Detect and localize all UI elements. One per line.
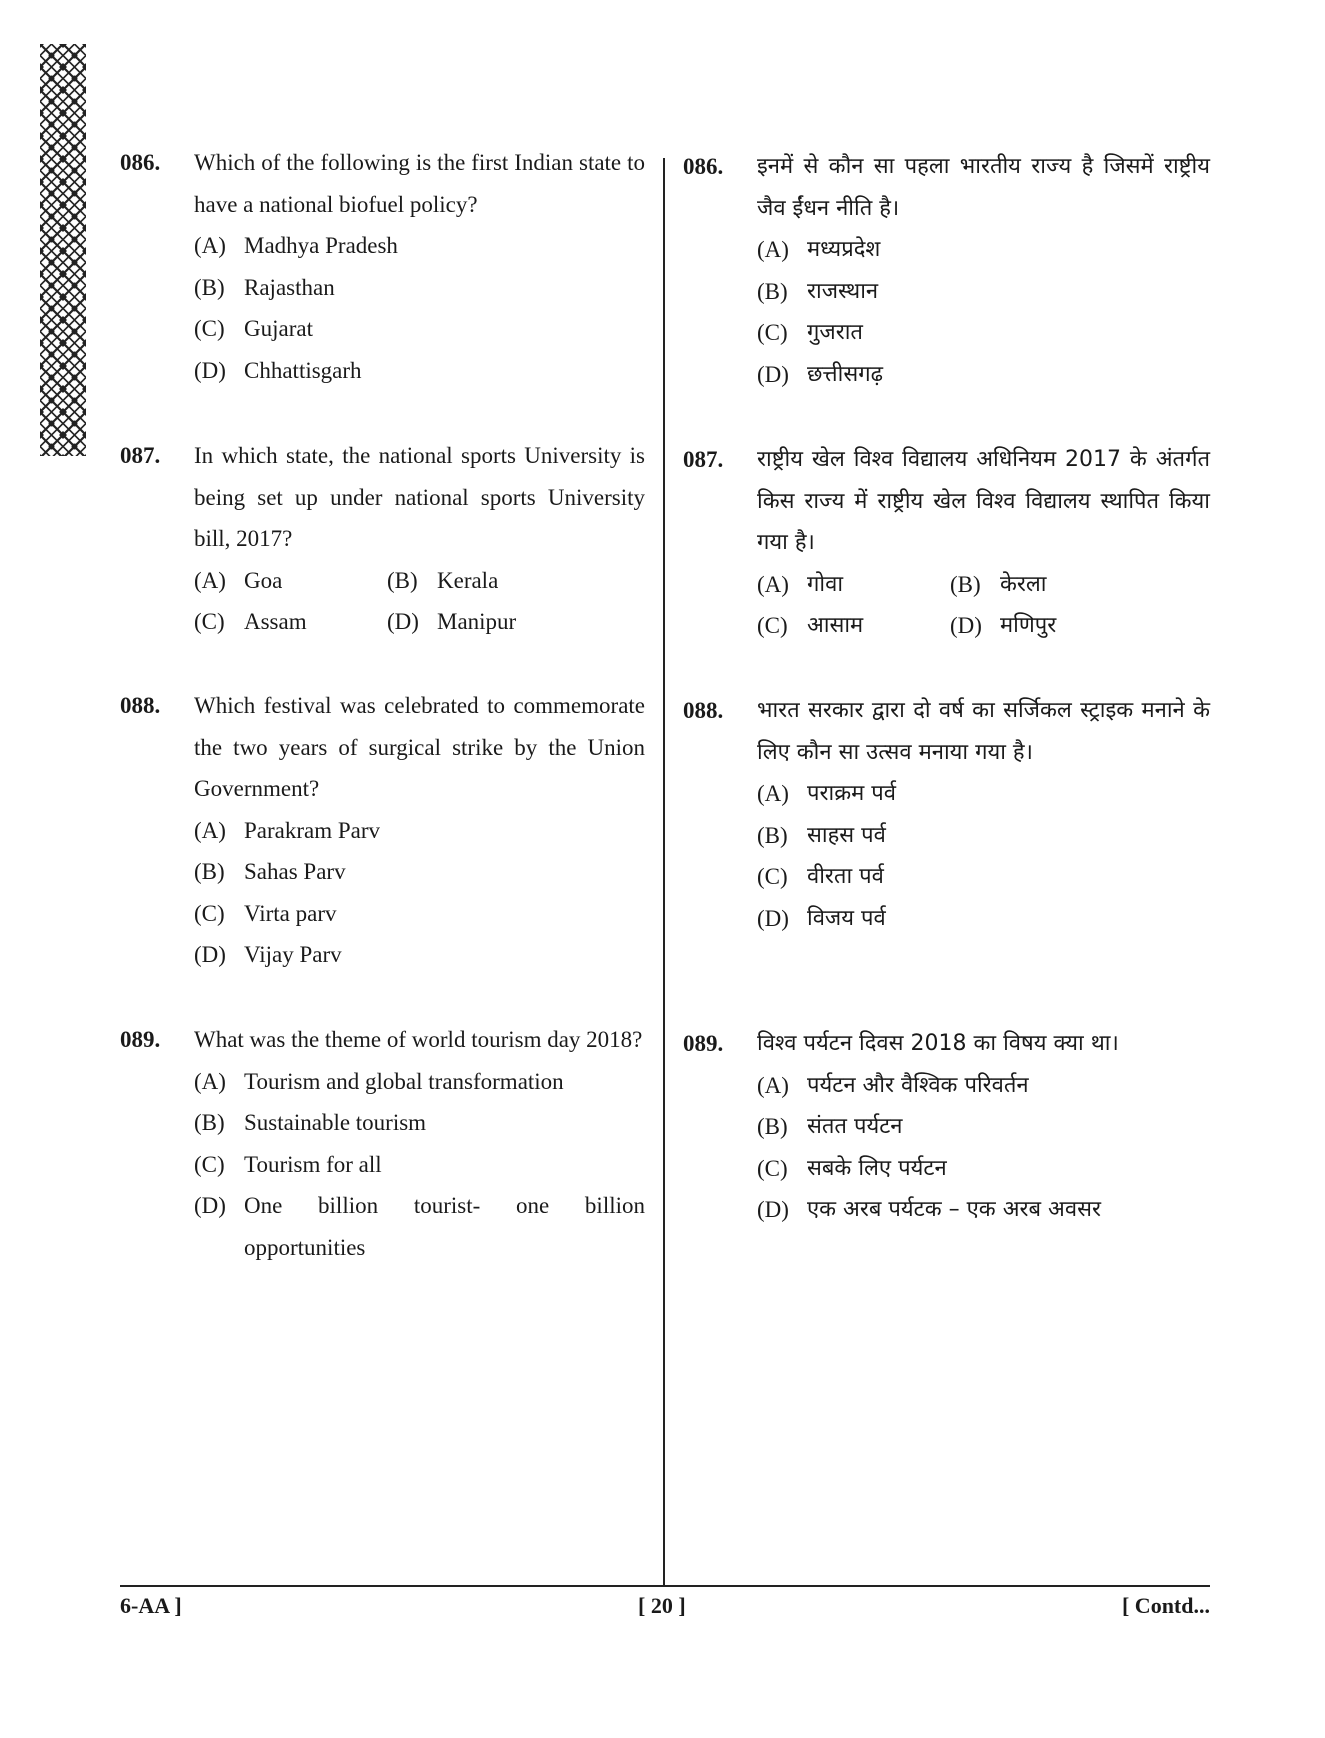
question-text: In which state, the national sports University is being set up under national sports University bill, 2017? [194,443,645,551]
option-text: Tourism for all [244,1151,382,1177]
option-label: (A) [194,1068,226,1094]
options-list [757,773,1210,939]
security-pattern-icon [40,44,86,456]
option-text: One billion tourist- one billion opportunities [244,1193,645,1260]
options-list [194,1061,645,1269]
option-text: Chhattisgarh [244,357,362,383]
option-b [757,271,1210,313]
options-grid [757,564,1210,647]
option-label: (D) [194,357,226,383]
option-d [757,1189,1210,1231]
option-text: Sahas Parv [244,859,346,884]
option-label: (B) [387,567,418,593]
column-divider [663,158,665,1586]
option-label: (C) [194,316,225,341]
option-label: (C) [757,320,788,345]
option-label: (B) [194,274,225,300]
option-label: (D) [194,1193,226,1218]
option-a [194,810,645,852]
option-c [194,893,645,935]
option-a [194,1061,645,1103]
options-list [757,1065,1210,1231]
option-c [194,601,387,643]
option-text: सबके लिए पर्यटन [807,1155,947,1181]
option-text: Virta parv [244,900,337,926]
option-text: Rajasthan [244,274,335,300]
question-088-en [120,685,645,976]
option-b [950,564,1143,606]
option-label: (C) [194,900,225,926]
option-text: विजय पर्व [807,905,886,931]
option-b [757,815,1210,857]
question-number: 088. [120,693,161,718]
question-number: 087. [683,447,724,472]
option-label: (D) [194,942,226,967]
option-text: Goa [244,567,283,593]
option-d [194,350,645,392]
option-text: Parakram Parv [244,817,381,843]
option-c [757,856,1210,898]
option-label: (C) [757,613,788,638]
option-label: (A) [757,781,789,806]
option-text: आसाम [807,613,864,638]
option-a [757,564,950,606]
option-d [757,898,1210,940]
option-label: (A) [757,571,789,597]
option-label: (C) [757,864,788,889]
options-list [194,810,645,976]
question-text: राष्ट्रीय खेल विश्व विद्यालय अधिनियम 2017 के अंतर्गत किस राज्य में राष्ट्रीय खेल विश्व विद्यालय स्थापित किया गया है। [757,447,1210,555]
question-text: What was the theme of world tourism day 2018? [194,1027,643,1052]
option-label: (C) [194,1151,225,1177]
option-text: Manipur [437,609,517,634]
option-label: (B) [757,1114,788,1139]
option-a [194,225,645,267]
question-number: 087. [120,443,161,468]
option-label: (D) [387,609,419,634]
question-086-hi [683,146,1210,395]
option-text: केरला [1000,571,1047,597]
option-label: (A) [757,237,789,262]
option-b [194,1102,645,1144]
question-087-hi [683,439,1210,647]
option-c [757,1148,1210,1190]
question-089-en [120,1019,645,1268]
option-label: (B) [757,822,788,848]
question-087-en [120,435,645,643]
question-number: 089. [683,1031,724,1056]
options-grid [194,560,645,643]
paper-code: 6-AA ] [120,1593,182,1618]
option-text: Assam [244,609,307,634]
option-text: संतत पर्यटन [807,1114,903,1139]
question-text: इनमें से कौन सा पहला भारतीय राज्य है जिसमें राष्ट्रीय जैव ईंधन नीति है। [757,154,1210,221]
option-label: (D) [757,361,789,387]
question-number: 086. [683,154,724,179]
option-text: गुजरात [807,320,863,345]
option-a [194,560,387,602]
options-list [757,229,1210,395]
option-text: वीरता पर्व [807,864,884,889]
option-d [194,934,645,976]
option-c [194,1144,645,1186]
option-a [757,229,1210,271]
option-label: (B) [950,571,981,597]
option-text: छत्तीसगढ़ [807,361,883,387]
option-label: (A) [757,1072,789,1098]
option-d [757,354,1210,396]
option-text: पराक्रम पर्व [807,781,896,806]
option-label: (B) [194,859,225,884]
page-number: [ 20 ] [638,1593,686,1618]
question-number: 089. [120,1027,161,1052]
option-b [757,1106,1210,1148]
option-label: (C) [194,609,225,634]
question-number: 088. [683,698,724,723]
option-label: (D) [757,905,789,931]
option-text: मणिपुर [1000,613,1057,638]
option-label: (B) [194,1110,225,1135]
option-label: (A) [194,817,226,843]
continued-label: [ Contd... [1121,1593,1210,1618]
question-text: Which festival was celebrated to commemorate the two years of surgical strike by the Union Government? [194,693,645,801]
option-b [194,267,645,309]
option-text: मध्यप्रदेश [807,237,881,262]
option-label: (A) [194,567,226,593]
option-d [194,1185,645,1268]
option-label: (D) [757,1197,789,1222]
option-text: Sustainable tourism [244,1110,427,1135]
question-text: विश्व पर्यटन दिवस 2018 का विषय क्या था। [757,1031,1119,1056]
question-088-hi [683,690,1210,939]
option-c [757,605,950,647]
option-label: (D) [950,613,982,638]
options-list [194,225,645,391]
option-label: (B) [757,278,788,304]
question-089-hi [683,1023,1210,1231]
option-a [757,773,1210,815]
option-text: Gujarat [244,316,313,341]
footer-rule [120,1585,1210,1587]
option-c [757,312,1210,354]
option-text: Madhya Pradesh [244,233,398,258]
option-text: राजस्थान [807,278,879,304]
option-text: साहस पर्व [807,822,886,848]
option-text: Tourism and global transformation [244,1068,564,1094]
option-b [387,560,580,602]
question-text: भारत सरकार द्वारा दो वर्ष का सर्जिकल स्ट्राइक मनाने के लिए कौन सा उत्सव मनाया गया है। [757,698,1210,765]
option-b [194,851,645,893]
option-a [757,1065,1210,1107]
option-text: Vijay Parv [244,942,342,967]
option-d [950,605,1143,647]
option-c [194,308,645,350]
question-text: Which of the following is the first Indian state to have a national biofuel policy? [194,150,645,217]
option-text: गोवा [807,571,844,597]
question-number: 086. [120,150,161,175]
option-text: Kerala [437,567,499,593]
option-text: एक अरब पर्यटक – एक अरब अवसर [807,1197,1101,1222]
option-d [387,601,580,643]
option-label: (A) [194,233,226,258]
option-label: (C) [757,1155,788,1181]
question-086-en [120,142,645,391]
option-text: पर्यटन और वैश्विक परिवर्तन [807,1072,1029,1098]
